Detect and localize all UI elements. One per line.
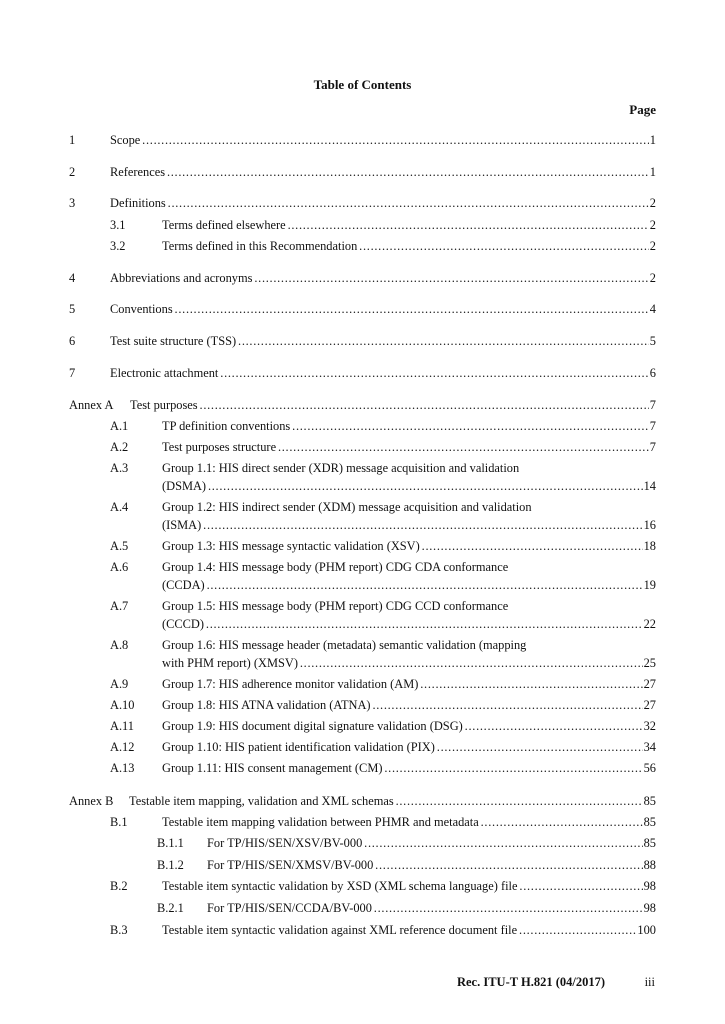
- toc-entry-title: Test purposes structure . . .: [162, 438, 656, 456]
- toc-entry-page: 27: [643, 698, 656, 712]
- toc-entry-number: A.4: [110, 500, 129, 514]
- toc-entry-title: Conventions . . .: [110, 300, 656, 318]
- toc-entry-number: 2: [69, 165, 76, 179]
- toc-entry-title: Definitions . . .: [110, 194, 656, 212]
- toc-entry[interactable]: [0, 163, 725, 181]
- toc-entry-page: 22: [643, 617, 656, 631]
- toc-entry[interactable]: [0, 438, 725, 456]
- toc-entry-title: Group 1.4: HIS message body (PHM report) CDG CDA conformance: [162, 560, 509, 574]
- toc-entry-number: 5: [69, 302, 76, 316]
- toc-entry-title: Test suite structure (TSS) . . .: [110, 332, 656, 350]
- toc-entry-number: 3.2: [110, 239, 126, 253]
- toc-entry-title-continued: (CCDA) . . .: [162, 576, 656, 594]
- toc-entry-title: Group 1.10: HIS patient identification validation (PIX) . . .: [162, 738, 656, 756]
- toc-entry[interactable]: [0, 558, 725, 576]
- toc-entry-title: For TP/HIS/SEN/XMSV/BV-000 . . .: [207, 856, 656, 874]
- toc-entry-title: References . . .: [110, 163, 656, 181]
- toc-entry-page: 6: [649, 366, 656, 380]
- toc-entry-page: 1: [649, 133, 656, 147]
- toc-entry-number: A.10: [110, 698, 135, 712]
- toc-entry-title: Terms defined elsewhere . . .: [162, 216, 656, 234]
- toc-entry-page: 100: [637, 923, 656, 937]
- toc-entry-page: 25: [643, 656, 656, 670]
- toc-entry-title: Testable item mapping validation between PHMR and metadata . . .: [162, 813, 656, 831]
- toc-entry-title-continued: (ISMA) . . .: [162, 516, 656, 534]
- toc-entry-page: 98: [643, 901, 656, 915]
- toc-entry[interactable]: [0, 417, 725, 435]
- toc-entry-page: 85: [643, 815, 656, 829]
- toc-entry[interactable]: [0, 675, 725, 693]
- toc-entry-page: 2: [649, 239, 656, 253]
- toc-entry-number: 4: [69, 271, 76, 285]
- toc-entry-page: 16: [643, 518, 656, 532]
- toc-entry-title-continued: with PHM report) (XMSV) . . .: [162, 654, 656, 672]
- toc-entry-page: 85: [643, 794, 656, 808]
- toc-title: Table of Contents: [313, 77, 412, 92]
- toc-entry-number: 1: [69, 133, 76, 147]
- toc-entry[interactable]: [0, 717, 725, 735]
- toc-entry-page: 19: [643, 578, 656, 592]
- toc-entry-number: A.8: [110, 638, 129, 652]
- toc-entry-title: Terms defined in this Recommendation . . .: [162, 237, 656, 255]
- toc-entry[interactable]: [0, 537, 725, 555]
- toc-entry-number: B.1.2: [157, 858, 184, 872]
- toc-entry[interactable]: [0, 269, 725, 287]
- toc-entry-number: B.1: [110, 815, 128, 829]
- toc-entry-page: 85: [643, 836, 656, 850]
- toc-entry-title: Group 1.3: HIS message syntactic validation (XSV) . . .: [162, 537, 656, 555]
- toc-entry-title: Scope . . .: [110, 131, 656, 149]
- toc-entry-title: Testable item syntactic validation by XSD (XML schema language) file . . .: [162, 877, 656, 895]
- toc-entry-page: 2: [649, 271, 656, 285]
- toc-entry[interactable]: [0, 300, 725, 318]
- toc-entry-title-continued: (CCCD) . . .: [162, 615, 656, 633]
- recommendation-reference: Rec. ITU-T H.821 (04/2017): [456, 975, 605, 989]
- toc-entry-number: A.12: [110, 740, 135, 754]
- toc-entry-number: A.13: [110, 761, 135, 775]
- toc-entry-page: 98: [643, 879, 656, 893]
- toc-entry-number: A.2: [110, 440, 129, 454]
- toc-entry-continuation[interactable]: [0, 654, 725, 672]
- toc-entry-page: 18: [643, 539, 656, 553]
- toc-entry-title: Group 1.6: HIS message header (metadata) semantic validation (mapping: [162, 638, 527, 652]
- toc-entry-page: 2: [649, 218, 656, 232]
- toc-entry[interactable]: [0, 194, 725, 212]
- page-column-header: Page: [629, 102, 656, 117]
- toc-entry[interactable]: [0, 131, 725, 149]
- toc-entry[interactable]: [0, 498, 725, 516]
- toc-entry-number: A.6: [110, 560, 129, 574]
- toc-entry-title: Group 1.2: HIS indirect sender (XDM) message acquisition and validation: [162, 500, 532, 514]
- toc-entry-continuation[interactable]: [0, 477, 725, 495]
- toc-entry-title-continued: (DSMA) . . .: [162, 477, 656, 495]
- toc-entry-page: 56: [643, 761, 656, 775]
- toc-entry-title: For TP/HIS/SEN/XSV/BV-000 . . .: [207, 834, 656, 852]
- toc-entry-number: A.9: [110, 677, 129, 691]
- toc-entry[interactable]: [0, 636, 725, 654]
- toc-entry-number: B.1.1: [157, 836, 184, 850]
- toc-entry-number: A.1: [110, 419, 129, 433]
- toc-entry-title: Test purposes . . .: [130, 396, 656, 414]
- toc-entry[interactable]: [0, 759, 725, 777]
- toc-entry[interactable]: [0, 813, 725, 831]
- toc-entry[interactable]: [0, 459, 725, 477]
- toc-entry[interactable]: [0, 364, 725, 382]
- toc-entry-page: 1: [649, 165, 656, 179]
- toc-entry[interactable]: [0, 877, 725, 895]
- toc-entry-title: Electronic attachment . . .: [110, 364, 656, 382]
- toc-entry-page: 32: [643, 719, 656, 733]
- toc-entry-number: 7: [69, 366, 76, 380]
- toc-entry-title: Group 1.1: HIS direct sender (XDR) message acquisition and validation: [162, 461, 520, 475]
- toc-entry-title: Group 1.5: HIS message body (PHM report) CDG CCD conformance: [162, 599, 509, 613]
- toc-entry-continuation[interactable]: [0, 516, 725, 534]
- toc-entry-title: Group 1.7: HIS adherence monitor validation (AM) . . .: [162, 675, 656, 693]
- toc-entry-title: TP definition conventions . . .: [162, 417, 656, 435]
- toc-entry[interactable]: [0, 899, 725, 917]
- toc-entry-number: 6: [69, 334, 76, 348]
- toc-entry-title: Group 1.9: HIS document digital signature validation (DSG) . . .: [162, 717, 656, 735]
- toc-entry-page: 27: [643, 677, 656, 691]
- toc-entry-title: Group 1.11: HIS consent management (CM) . . .: [162, 759, 656, 777]
- toc-entry-number: B.2.1: [157, 901, 184, 915]
- toc-entry[interactable]: [0, 834, 725, 852]
- toc-entry[interactable]: [0, 237, 725, 255]
- toc-entry-continuation[interactable]: [0, 576, 725, 594]
- toc-entry-number: B.2: [110, 879, 128, 893]
- toc-entry[interactable]: [0, 921, 725, 939]
- toc-entry[interactable]: [0, 216, 725, 234]
- toc-entry-title: For TP/HIS/SEN/CCDA/BV-000 . . .: [207, 899, 656, 917]
- toc-entry-continuation[interactable]: [0, 615, 725, 633]
- toc-entry[interactable]: [0, 396, 725, 414]
- toc-entry-page: 88: [643, 858, 656, 872]
- toc-entry-title: Testable item syntactic validation against XML reference document file . . .: [162, 921, 656, 939]
- toc-entry[interactable]: [0, 332, 725, 350]
- toc-entry-title: Testable item mapping, validation and XML schemas . . .: [129, 792, 656, 810]
- toc-entry[interactable]: [0, 792, 725, 810]
- toc-entry-page: 34: [643, 740, 656, 754]
- toc-entry-number: A.5: [110, 539, 129, 553]
- toc-entry-number: 3.1: [110, 218, 126, 232]
- toc-entry-page: 7: [649, 440, 656, 454]
- toc-entry-title: Group 1.8: HIS ATNA validation (ATNA) . . .: [162, 696, 656, 714]
- toc-entry-title: Abbreviations and acronyms . . .: [110, 269, 656, 287]
- toc-entry-page: 14: [643, 479, 656, 493]
- page-footer: [0, 975, 725, 993]
- toc-entry-number: A.3: [110, 461, 129, 475]
- toc-entry[interactable]: [0, 696, 725, 714]
- toc-entry-page: 5: [649, 334, 656, 348]
- toc-entry[interactable]: [0, 597, 725, 615]
- toc-entry-number: Annex A: [69, 398, 114, 412]
- toc-entry-number: 3: [69, 196, 76, 210]
- toc-entry-number: B.3: [110, 923, 128, 937]
- toc-entry-number: Annex B: [69, 794, 114, 808]
- toc-entry-page: 7: [649, 419, 656, 433]
- toc-entry-page: 7: [649, 398, 656, 412]
- toc-entry[interactable]: [0, 856, 725, 874]
- page-number: iii: [644, 975, 655, 989]
- toc-entry-page: 4: [649, 302, 656, 316]
- toc-entry-number: A.7: [110, 599, 129, 613]
- toc-entry[interactable]: [0, 738, 725, 756]
- toc-entry-number: A.11: [110, 719, 134, 733]
- toc-entry-page: 2: [649, 196, 656, 210]
